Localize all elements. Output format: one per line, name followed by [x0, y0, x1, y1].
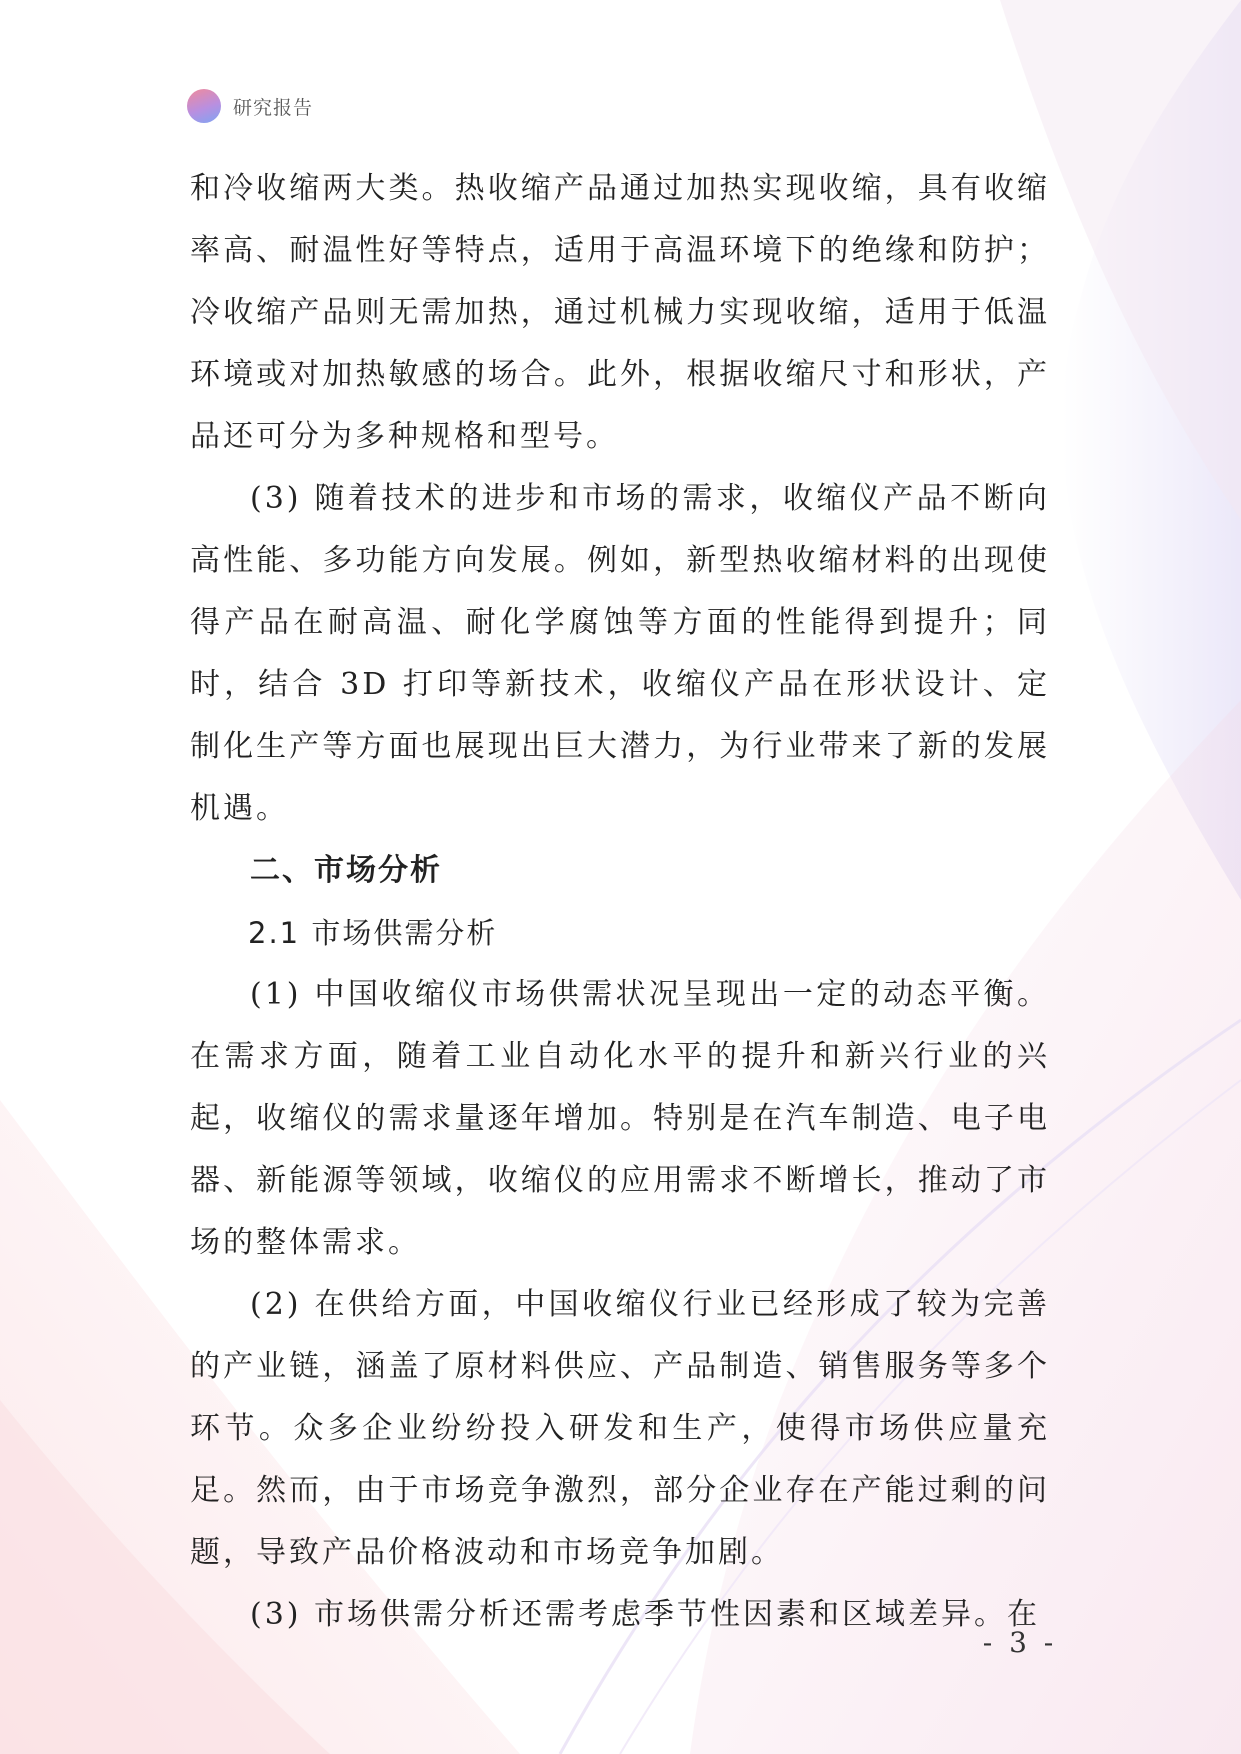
paragraph-supply-1: (1) 中国收缩仪市场供需状况呈现出一定的动态平衡。在需求方面，随着工业自动化水平的提升和新兴行业的兴起，收缩仪的需求量逐年增加。特别是在汽车制造、电子电器、新能源等领域，收缩仪的应用需求不断增长，推动了市场的整体需求。 — [190, 977, 1050, 1260]
paragraph-supply-3: (3) 市场供需分析还需考虑季节性因素和区域差异。在 — [250, 1597, 1041, 1632]
paragraph-3: (3) 随着技术的进步和市场的需求，收缩仪产品不断向高性能、多功能方向发展。例如，新型热收缩材料的出现使得产品在耐高温、耐化学腐蚀等方面的性能得到提升；同时，结合 3D 打印等新技术，收缩仪产品在形状设计、定制化生产等方面也展现出巨大潜力，为行业带来了新的发展机遇。 — [190, 481, 1050, 826]
report-header — [187, 88, 313, 124]
section-title: 二、市场分析 — [250, 853, 442, 888]
paragraph-supply-2: (2) 在供给方面，中国收缩仪行业已经形成了较为完善的产业链，涵盖了原材料供应、产品制造、销售服务等多个环节。众多企业纷纷投入研发和生产，使得市场供应量充足。然而，由于市场竞争激烈，部分企业存在产能过剩的问题，导致产品价格波动和市场竞争加剧。 — [190, 1287, 1050, 1570]
header-title: 研究报告 — [233, 96, 314, 119]
page-content — [190, 158, 1050, 1646]
paragraph-continued: 和冷收缩两大类。热收缩产品通过加热实现收缩，具有收缩率高、耐温性好等特点，适用于高温环境下的绝缘和防护；冷收缩产品则无需加热，通过机械力实现收缩，适用于低温环境或对加热敏感的场合。此外，根据收缩尺寸和形状，产品还可分为多种规格和型号。 — [190, 171, 1050, 454]
report-logo-icon — [187, 89, 221, 123]
subsection-title: 2.1 市场供需分析 — [248, 916, 498, 950]
page-number: - 3 - — [982, 1626, 1058, 1659]
